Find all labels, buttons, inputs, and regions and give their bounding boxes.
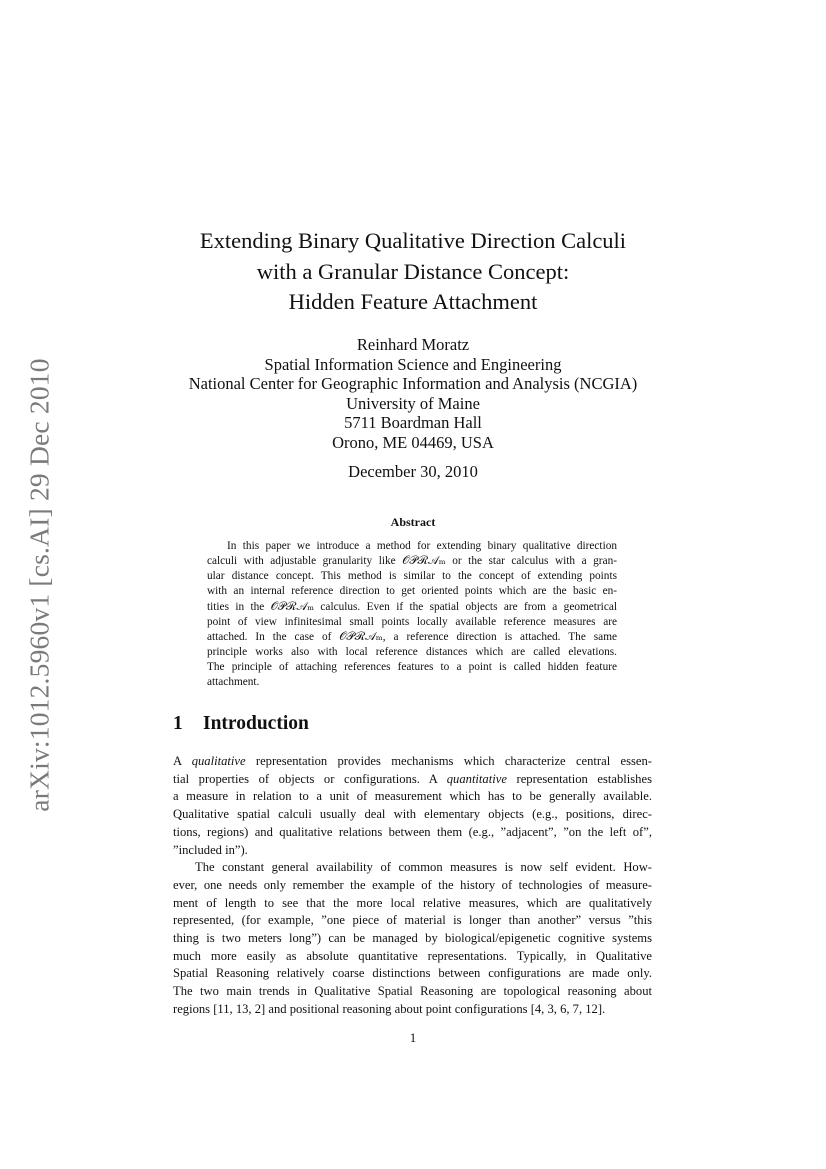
author-city: Orono, ME 04469, USA (332, 432, 494, 452)
introduction-body (173, 753, 652, 1019)
title-line: Extending Binary Qualitative Direction Calculi (199, 228, 627, 253)
body-line: ever, one needs only remember the example of the history of technologies of measure- (173, 877, 652, 892)
abstract-line: In this paper we introduce a method for extending binary qualitative direction (227, 540, 617, 552)
arxiv-identifier-stamp (10, 350, 70, 820)
body-line: much more easily as absolute quantitative representations. Typically, in Qualitative (173, 948, 652, 963)
body-text-segment: representation provides mechanisms which characterize central essen- (245, 754, 652, 768)
title-line: with a Granular Distance Concept: (256, 258, 570, 284)
abstract-heading: Abstract (390, 515, 436, 529)
section-title: Introduction (203, 713, 309, 734)
body-line: Qualitative spatial calculi usually deal with elementary objects (e.g., positions, direc- (173, 807, 652, 822)
author-center: National Center for Geographic Information and Analysis (NCGIA) (188, 374, 638, 394)
abstract-line: with an internal reference direction to get oriented points which are the basic en- (207, 585, 617, 598)
body-line: The constant general availability of common measures is now self evident. How- (195, 860, 652, 875)
title-line: Hidden Feature Attachment (288, 289, 538, 314)
body-line: thing is two meters long”) can be managed by biological/epigenetic cognitive systems (173, 931, 652, 946)
section-heading-introduction (173, 713, 309, 735)
body-line (173, 771, 652, 789)
abstract-line: tities in the 𝒪𝒫ℛ𝒜ₘ calculus. Even if the spatial objects are from a geometrical (207, 600, 617, 613)
emphasis-qualitative: qualitative (191, 754, 246, 768)
body-line: regions [11, 13, 2] and positional reasoning about point configurations [4, 3, 6, 7, 12]. (173, 1001, 606, 1016)
abstract-line: attachment. (207, 676, 260, 689)
paper-title (120, 226, 706, 318)
abstract-line: principle works also with local reference distances which are called elevations. (207, 646, 617, 659)
author-name: Reinhard Moratz (356, 335, 470, 354)
body-line: ”included in”). (173, 842, 248, 857)
body-line: a measure in relation to a unit of measurement which has to be generally available. (173, 789, 652, 804)
body-text-segment: A (173, 754, 192, 768)
author-address: 5711 Boardman Hall (344, 413, 482, 433)
body-line: ment of length to see that the more local relative measures, which are qualitatively (173, 895, 652, 910)
section-number: 1 (173, 713, 183, 734)
paper-date: December 30, 2010 (348, 462, 478, 481)
body-line: Spatial Reasoning relatively coarse distinctions between configurations are made only. (173, 966, 652, 981)
body-text-segment: representation establishes (506, 771, 652, 786)
body-text-segment: tial properties of objects or configurations. A (173, 771, 447, 786)
author-block (120, 335, 706, 453)
body-line: The two main trends in Qualitative Spatial Reasoning are topological reasoning about (173, 984, 652, 999)
abstract-line: point of view infinitesimal small points locally available reference measures are (207, 615, 617, 628)
abstract-line: calculi with adjustable granularity like 𝒪𝒫ℛ𝒜ₘ or the star calculus with a gran- (207, 555, 617, 568)
author-university: University of Maine (346, 393, 480, 413)
author-affiliation: Spatial Information Science and Engineering (264, 354, 562, 374)
body-line (173, 753, 652, 771)
body-line: tions, regions) and qualitative relations between them (e.g., ”adjacent”, ”on the left of”, (173, 824, 652, 839)
arxiv-identifier-text: arXiv:1012.5960v1 [cs.AI] 29 Dec 2010 (24, 358, 56, 812)
abstract-body (207, 539, 617, 691)
abstract-line: attached. In the case of 𝒪𝒫ℛ𝒜ₘ, a reference direction is attached. The same (207, 630, 617, 643)
body-line: represented, (for example, ”one piece of material is longer than another” versus ”this (173, 913, 652, 928)
emphasis-quantitative: quantitative (446, 771, 507, 786)
page-number: 1 (409, 1030, 417, 1045)
abstract-line: The principle of attaching references features to a point is called hidden feature (207, 661, 617, 674)
abstract-line: ular distance concept. This method is similar to the concept of extending points (207, 570, 617, 583)
